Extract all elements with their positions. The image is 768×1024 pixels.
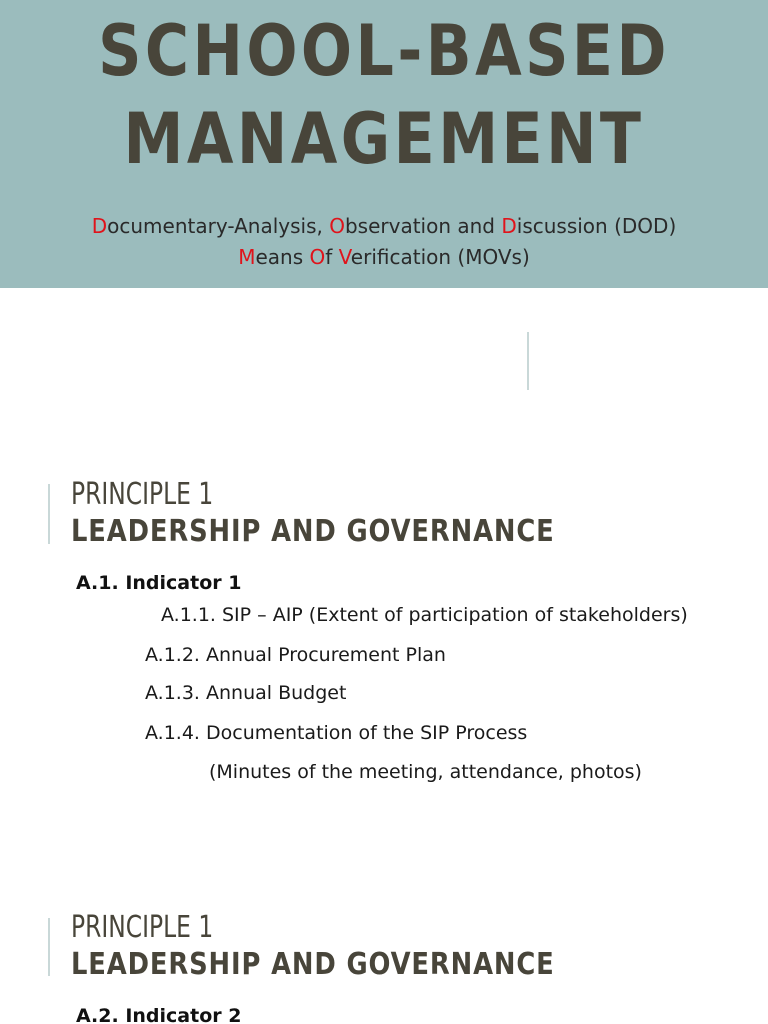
subtitle-initial: O (329, 214, 345, 238)
section-heading: LEADERSHIP AND GOVERNANCE (71, 947, 555, 982)
subtitle-initial: V (338, 245, 351, 269)
subtitle-text: iscussion (516, 214, 608, 238)
subtitle-text: f (325, 245, 339, 269)
list-item: A.1.4. Documentation of the SIP Process (145, 722, 528, 744)
title-slide (0, 0, 768, 288)
subtitle-text: eans (255, 245, 310, 269)
subtitle-text: bservation and (344, 214, 502, 238)
main-title-line-2: MANAGEMENT (123, 98, 645, 180)
section-accent-bar (48, 484, 50, 544)
subtitle-initial: M (238, 245, 256, 269)
subtitle-initial: O (309, 245, 326, 269)
principle-label: PRINCIPLE 1 (71, 910, 214, 945)
subtitle-line-1 (0, 212, 768, 240)
subtitle-text: ocumentary-Analysis, (107, 214, 330, 238)
list-item: A.1.3. Annual Budget (145, 682, 347, 704)
decorative-divider (527, 332, 529, 390)
subtitle-line-2 (0, 243, 768, 271)
indicator-label: A.2. Indicator 2 (76, 1005, 242, 1024)
section-heading: LEADERSHIP AND GOVERNANCE (71, 514, 555, 549)
subtitle-initial: D (501, 214, 517, 238)
indicator-label: A.1. Indicator 1 (76, 572, 242, 594)
principle-label: PRINCIPLE 1 (71, 477, 214, 512)
subtitle-suffix: (DOD) (607, 214, 677, 238)
list-item: A.1.2. Annual Procurement Plan (145, 644, 446, 666)
section-accent-bar (48, 918, 50, 976)
subtitle-text: erification (350, 245, 452, 269)
list-item: A.1.1. SIP – AIP (Extent of participation of stakeholders) (161, 604, 688, 626)
list-item-note: (Minutes of the meeting, attendance, photos) (209, 761, 642, 783)
main-title-line-1: SCHOOL-BASED (98, 10, 670, 92)
subtitle-initial: D (91, 214, 108, 238)
subtitle-suffix: (MOVs) (451, 245, 530, 269)
